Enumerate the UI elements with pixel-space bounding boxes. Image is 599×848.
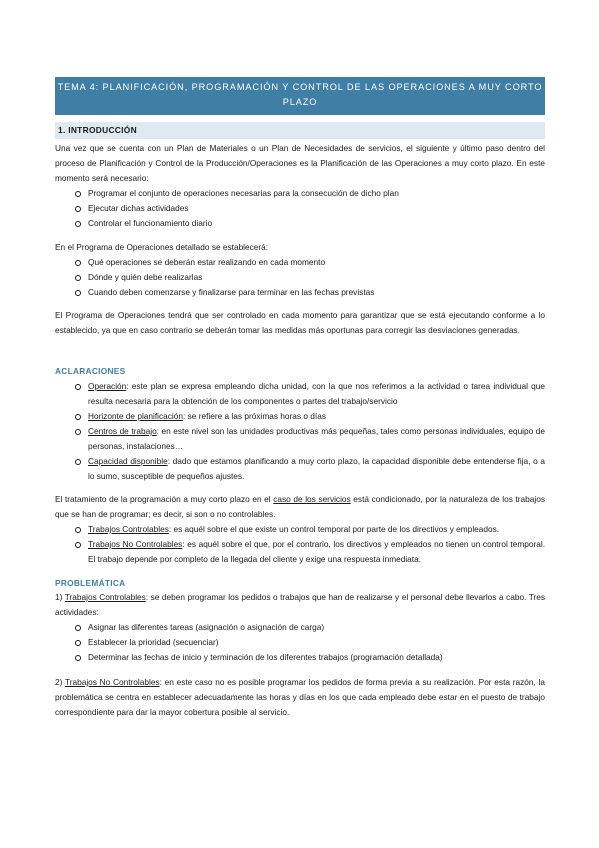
aclaraciones-heading: ACLARACIONES [55, 366, 126, 376]
problematica-block [55, 590, 545, 665]
tratamiento-underlined: caso de los servicios [273, 494, 351, 504]
section-heading-introduccion: 1. INTRODUCCIÓN [55, 122, 545, 139]
term-operacion: Operación [88, 381, 127, 391]
intro-block [55, 141, 545, 231]
term-controlables: Trabajos Controlables [64, 592, 146, 602]
intro-paragraph: Una vez que se cuenta con un Plan de Materiales o un Plan de Necesidades de servicios, el siguiente y último paso dentro del proceso de Planificación y Control de la Producción/Operaciones es la Planificación de las Operaciones a muy corto plazo. En este momento será necesario: [55, 143, 545, 183]
definition-text: : se refiere a las próximas horas o días [183, 411, 326, 421]
list-item: Cuando deben comenzarse y finalizarse para terminar en las fechas previstas [55, 285, 545, 300]
list-item [55, 522, 545, 537]
term-no-controlables: Trabajos No Controlables [64, 677, 160, 687]
program-lead: En el Programa de Operaciones detallado se establecerá: [55, 242, 269, 252]
p1-text: : se deben programar los pedidos o trabajos que han de realizarse y el personal debe llevarlos a cabo. Tres actividades: [55, 592, 546, 617]
list-item [55, 424, 545, 454]
term-controlables: Trabajos Controlables [88, 524, 169, 534]
program-list [55, 255, 545, 300]
definition-text: : este plan se expresa empleando dicha unidad, con la que nos referimos a la actividad o tarea individual que resulta necesaria para la obtención de los componentes o partes del trabajo/servicio [88, 381, 545, 406]
list-item: Asignar las diferentes tareas (asignación o asignación de carga) [55, 620, 545, 635]
list-item: Qué operaciones se deberán estar realizando en cada momento [55, 255, 545, 270]
list-item: Controlar el funcionamiento diario [55, 216, 545, 231]
problematica-p1 [55, 590, 545, 620]
intro-list [55, 186, 545, 231]
problematica-list [55, 620, 545, 665]
term-capacidad: Capacidad disponible [88, 456, 168, 466]
program-block [55, 240, 545, 300]
tratamiento-paragraph [55, 492, 545, 522]
list-item [55, 379, 545, 409]
list-item: Establecer la prioridad (secuenciar) [55, 635, 545, 650]
list-item: Dónde y quién debe realizarlas [55, 270, 545, 285]
program-paragraph: El Programa de Operaciones tendrá que ser controlado en cada momento para garantizar que se está ejecutando conforme a lo establecido, ya que en caso contrario se deberán tomar las medidas más oportunas para corregir las desviaciones generadas. [55, 310, 545, 335]
list-item: Determinar las fechas de inicio y terminación de los diferentes trabajos (programación detallada) [55, 650, 545, 665]
list-item [55, 537, 545, 567]
list-item: Programar el conjunto de operaciones necesarias para la consecución de dicho plan [55, 186, 545, 201]
term-horizonte: Horizonte de planificación [88, 411, 184, 421]
problematica-p2 [55, 675, 545, 720]
definition-text: : es aquél sobre el que existe un control temporal por parte de los directivos y empleados. [168, 524, 500, 534]
definition-text: : es aquél sobre el que, por el contrario, los directivos y empleados no tienen un control temporal. El trabajo depende por completo de la llegada del cliente y exige una respuesta inmediata. [88, 539, 545, 564]
title-line-1: TEMA 4: PLANIFICACIÓN, PROGRAMACIÓN Y CONTROL DE LAS OPERACIONES A MUY CORTO [57, 82, 543, 92]
title-line-2: PLAZO [282, 97, 318, 107]
tratamiento-block [55, 492, 545, 567]
aclaraciones-list [55, 379, 545, 484]
item-number: 1) [55, 592, 65, 602]
item-number: 2) [55, 677, 65, 687]
aclaraciones-block [55, 379, 545, 484]
tratamiento-post: está condicionado, por la naturaleza de los trabajos que se han de programar; es decir, si son o no controlables. [55, 494, 545, 519]
term-centros: Centros de trabajo [88, 426, 157, 436]
list-item: Ejecutar dichas actividades [55, 201, 545, 216]
definition-text: : dado que estamos planificando a muy corto plazo, la capacidad disponible debe entenderse fija, o a lo sumo, susceptible de pequeños ajustes. [88, 456, 545, 481]
term-no-controlables: Trabajos No Controlables [88, 539, 183, 549]
list-item [55, 454, 545, 484]
problematica-heading: PROBLEMÁTICA [55, 578, 126, 588]
list-item [55, 409, 545, 424]
tratamiento-list [55, 522, 545, 567]
definition-text: : en este nivel son las unidades productivas más pequeñas, tales como personas individuales, equipo de personas, instalaciones… [88, 426, 545, 451]
p2-text: : en este caso no es posible programar los pedidos de forma previa a su realización. Por esta razón, la problemática se centra en establecer adecuadamente las horas y días en los que cada empleado debe estar en el puesto de trabajo correspondiente para dar la mayor cobertura posible al servicio. [55, 677, 545, 717]
tratamiento-pre: El tratamiento de la programación a muy corto plazo en el [55, 494, 274, 504]
document-title [55, 77, 545, 115]
